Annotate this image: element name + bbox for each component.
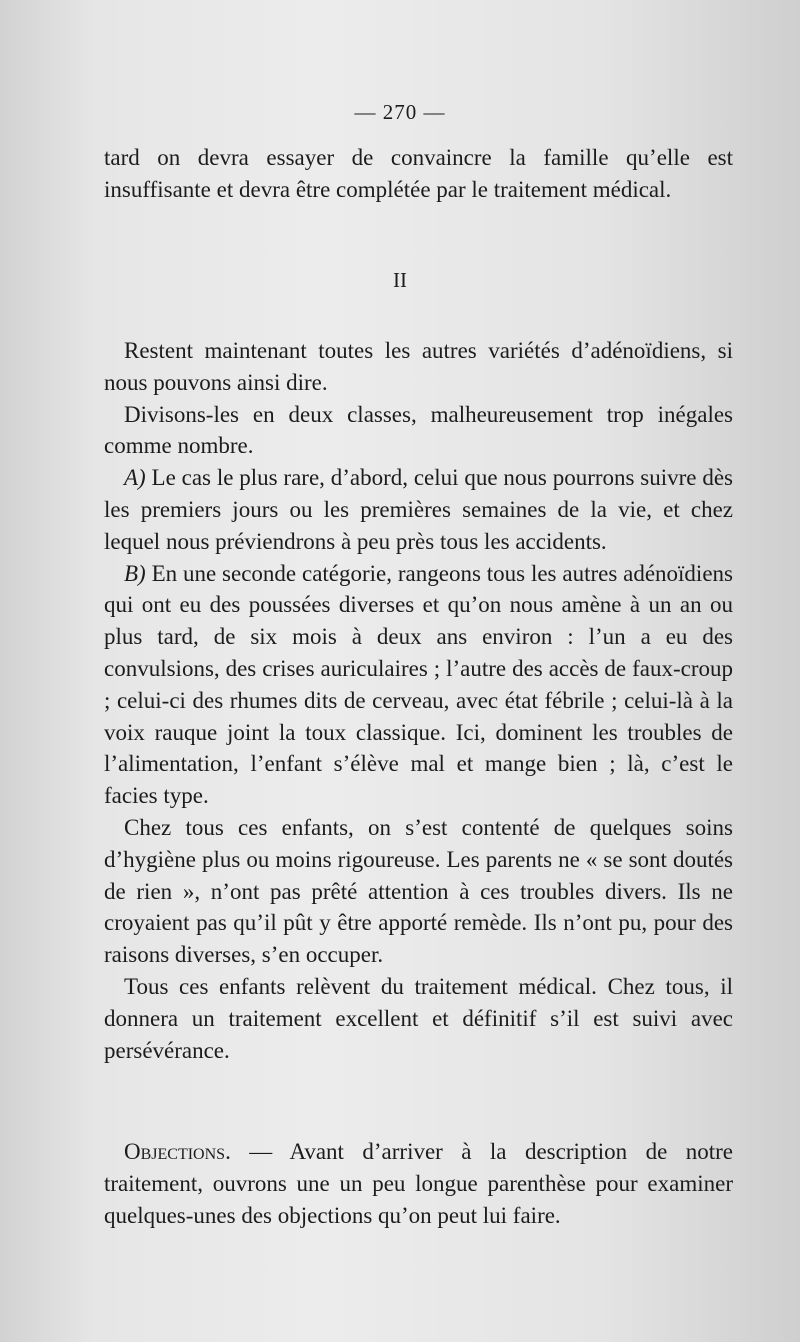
page-number: — 270 — [354,100,446,124]
continued-paragraph-block [104,142,733,206]
objections-paragraph: Objections. — Avant d’arriver à la description de notre traitement, ouvrons une un peu longue parenthèse pour examiner quelques-unes des objections qu’on peut lui faire. [104,1139,733,1228]
main-text-block [104,335,733,1066]
case-marker: A) [124,465,146,491]
objections-block [104,1136,733,1231]
paragraph-case-a: A) Le cas le plus rare, d’abord, celui que nous pourrons suivre dès les premiers jours ou les premières semaines de la vie, et chez lequel nous préviendrons à peu près tous les accidents. [104,465,733,554]
case-marker: B) [124,560,146,586]
paragraph-case-b: B) En une seconde catégorie, rangeons tous les autres adénoïdiens qui ont eu des poussées diverses et qu’on nous amène à un an ou plus tard, de six mois à deux ans environ : l’un a eu des convulsions, des crises auriculaires ; l’autre des accès de faux-croup ; celui-ci des rhumes dits de cerveau, avec état fébrile ; celui-là à la voix rauque joint la toux classique. Ici, dominent les troubles de l’alimentation, l’enfant s’élève mal et mange bien ; là, c’est le facies type. [104,560,733,809]
objections-label: Objections. [124,1139,231,1164]
paragraph: tard on devra essayer de convaincre la famille qu’elle est insuffisante et devra être complétée par le traitement médical. [104,145,733,202]
paragraph: Divisons-les en deux classes, malheureusement trop inégales comme nombre. [104,401,733,459]
section-heading: II [393,268,407,292]
paragraph: Tous ces enfants relèvent du traitement médical. Chez tous, il donnera un traitement excellent et définitif s’il est suivi avec persévérance. [104,973,733,1063]
paragraph: Restent maintenant toutes les autres variétés d’adénoïdiens, si nous pouvons ainsi dire. [104,338,733,395]
paragraph: Chez tous ces enfants, on s’est contenté de quelques soins d’hygiène plus ou moins rigoureuse. Les parents ne « se sont doutés de rien », n’ont pas prêté attention à ces troubles divers. Ils ne croyaient pas qu’il pût y être apporté remède. Ils n’ont pu, pour des raisons diverses, s’en occuper. [104,814,733,968]
